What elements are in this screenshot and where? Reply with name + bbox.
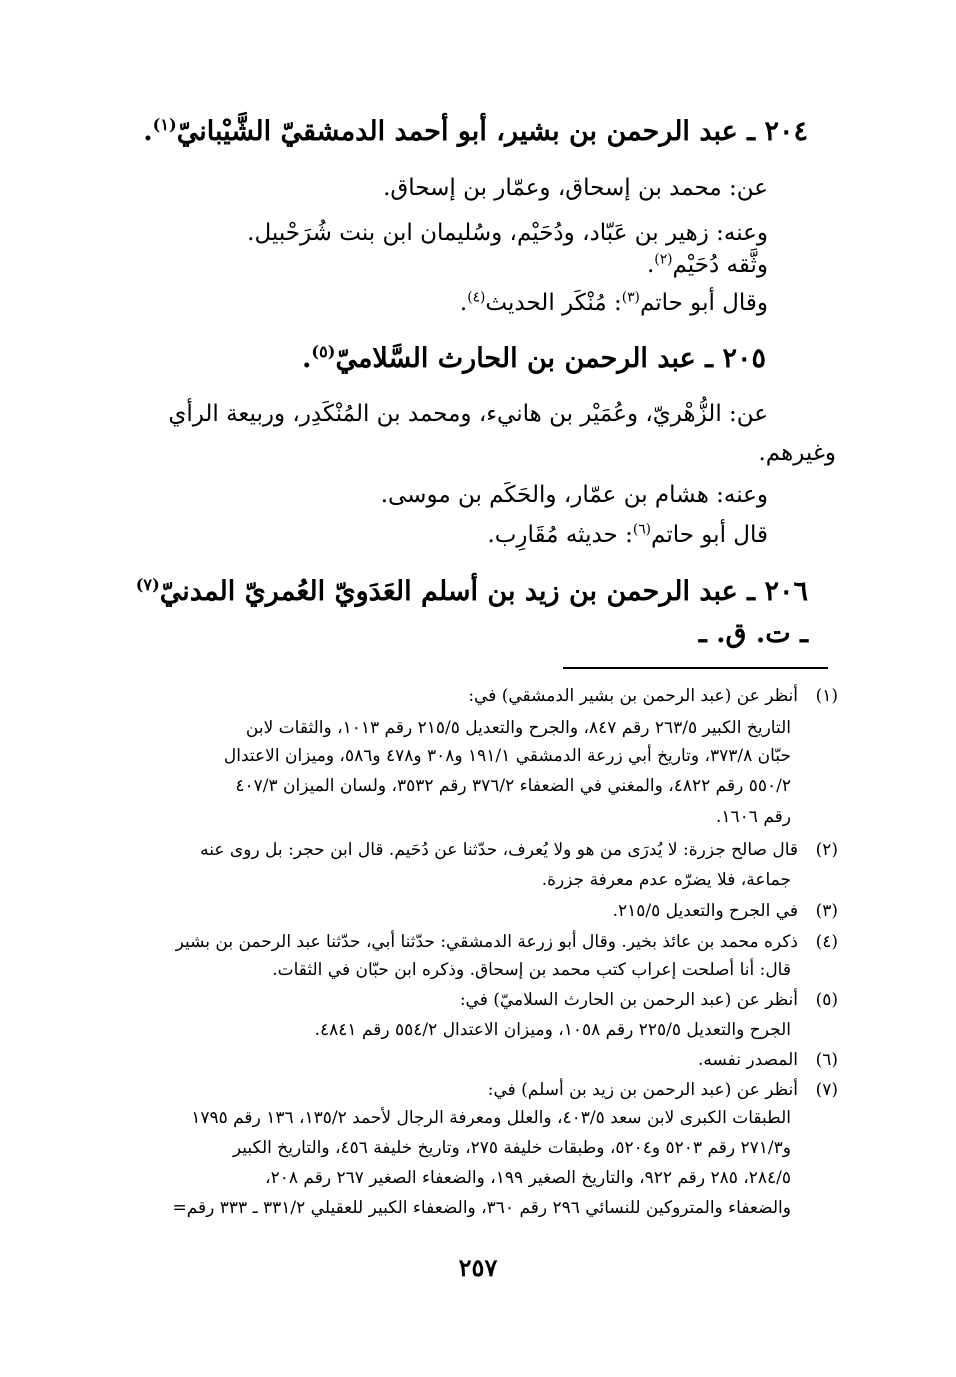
footnote-ref[interactable]: (٦) xyxy=(632,521,652,538)
footnote-7: (٧)أنظر عن (عبد الرحمن بن زيد بن أسلم) في: xyxy=(487,1080,838,1100)
footnote-7-line: و٢٧١/٣ رقم ٥٢٠٣ و٥٢٠٤، وطبقات خليفة ٢٧٥، وتاريخ خليفة ٤٥٦، والتاريخ الكبير xyxy=(232,1138,791,1158)
footnote-number: (١) xyxy=(815,686,838,706)
footnote-7-line: والضعفاء والمتروكين للنسائي ٢٩٦ رقم ٣٦٠، والضعفاء الكبير للعقيلي ٣٣١/٢ ـ ٣٣٣ رقم= xyxy=(172,1198,791,1218)
footnote-ref[interactable]: (٥) xyxy=(311,342,336,361)
footnote-number: (٦) xyxy=(815,1050,838,1070)
footnote-1-line: ٥٥٠/٢ رقم ٤٨٢٢، والمغني في الضعفاء ٣٧٦/٢ رقم ٣٥٣٢، ولسان الميزان ٤٠٧/٣ xyxy=(235,776,791,796)
footnote-7-line: ٢٨٤/٥، ٢٨٥ رقم ٩٢٢، والتاريخ الصغير ١٩٩، والضعفاء الصغير ٢٦٧ رقم ٢٠٨، xyxy=(265,1168,791,1188)
footnote-4: (٤)ذكره محمد بن عائذ بخير. وقال أبو زرعة الدمشقي: حدّثنا أبي، حدّثنا عبد الرحمن بن بشير xyxy=(175,932,838,952)
footnote-4-line: قال: أنا أصلحت إعراب كتب محمد بن إسحاق. وذكره ابن حبّان في الثقات. xyxy=(272,960,791,980)
footnote-ref[interactable]: (٣) xyxy=(621,289,640,306)
footnote-ref[interactable]: (٧) xyxy=(135,575,160,594)
footnote-1-line: التاريخ الكبير ٢٦٣/٥ رقم ٨٤٧، والجرح والتعديل ٢١٥/٥ رقم ١٠١٣، والثقات لابن xyxy=(245,718,791,738)
entry-206-sigla: ـ ت. ق. ـ xyxy=(698,618,808,649)
footnote-ref[interactable]: (١) xyxy=(152,115,177,134)
footnote-7-line: الطبقات الكبرى لابن سعد ٤٠٣/٥، والعلل ومعرفة الرجال لأحمد ١٣٥/٢، ١٣٦ رقم ١٧٩٥ xyxy=(191,1108,791,1128)
footnote-ref[interactable]: (٤) xyxy=(467,289,486,306)
footnote-6: (٦)المصدر نفسه. xyxy=(697,1050,838,1070)
entry-205-narrates-from-cont: وغيرهم. xyxy=(758,440,836,466)
entry-204-heading: ٢٠٤ ـ عبد الرحمن بن بشير، أبو أحمد الدمشقيّ الشَّيْبانيّ$^{(١)}$. xyxy=(143,115,808,147)
entry-204-narrates-from: عن: محمد بن إسحاق، وعمّار بن إسحاق. xyxy=(383,175,768,201)
footnote-5-line: الجرح والتعديل ٢٢٥/٥ رقم ١٠٥٨، وميزان الاعتدال ٥٥٤/٢ رقم ٤٨٤١. xyxy=(314,1020,791,1040)
page-number: ٢٥٧ xyxy=(458,1253,498,1282)
footnote-1: (١)أنظر عن (عبد الرحمن بن بشير الدمشقي) في: xyxy=(468,686,838,706)
footnote-number: (٥) xyxy=(815,990,838,1010)
entry-205-narrated-by: وعنه: هشام بن عمّار، والحَكَم بن موسى. xyxy=(380,482,768,508)
footnote-number: (٤) xyxy=(815,932,838,952)
footnote-2-line: جماعة، فلا يضرّه عدم معرفة جزرة. xyxy=(541,870,791,890)
footnote-1-line: حبّان ٣٧٣/٨، وتاريخ أبي زرعة الدمشقي ١٩١/١ و٣٠٨ و٤٧٨ و٥٨٦، وميزان الاعتدال xyxy=(223,746,791,766)
entry-204-narrated-by: وعنه: زهير بن عَبّاد، ودُحَيْم، وسُليمان ابن بنت شُرَحْبيل. xyxy=(247,220,768,246)
entry-205-narrates-from: عن: الزُّهْريّ، وعُمَيْر بن هانيء، ومحمد بن المُنْكَدِر، وربيعة الرأي xyxy=(168,401,768,427)
footnote-3: (٣)في الجرح والتعديل ٢١٥/٥. xyxy=(612,901,838,921)
footnote-2: (٢)قال صالح جزرة: لا يُدرَى من هو ولا يُعرف، حدّثنا عن دُحَيم. قال ابن حجر: بل روى عنه xyxy=(200,840,838,860)
entry-206-heading: ٢٠٦ ـ عبد الرحمن بن زيد بن أسلم العَدَويّ العُمريّ المدنيّ$^{(٧)}$ xyxy=(135,575,808,607)
footnote-1-line: رقم ١٦٠٦. xyxy=(716,807,791,827)
entry-205-abu-hatim: قال أبو حاتم$^{(٦)}$: حديثه مُقَارِب. xyxy=(487,521,768,548)
entry-204-authentication: وثَّقه دُحَيْم$^{(٢)}$. xyxy=(646,251,768,278)
footnote-number: (٣) xyxy=(815,901,838,921)
entry-204-abu-hatim: وقال أبو حاتم$^{(٣)}$: مُنْكَر الحديث$^{(٤)}$. xyxy=(459,289,768,316)
footnote-number: (٢) xyxy=(815,840,838,860)
footnote-ref[interactable]: (٢) xyxy=(654,251,673,268)
entry-205-heading: ٢٠٥ ـ عبد الرحمن بن الحارث السَّلاميّ$^{(٥)}$. xyxy=(302,342,766,374)
footnote-number: (٧) xyxy=(815,1080,838,1100)
footnote-5: (٥)أنظر عن (عبد الرحمن بن الحارث السلاميّ) في: xyxy=(459,990,838,1010)
footnote-separator xyxy=(563,667,828,669)
